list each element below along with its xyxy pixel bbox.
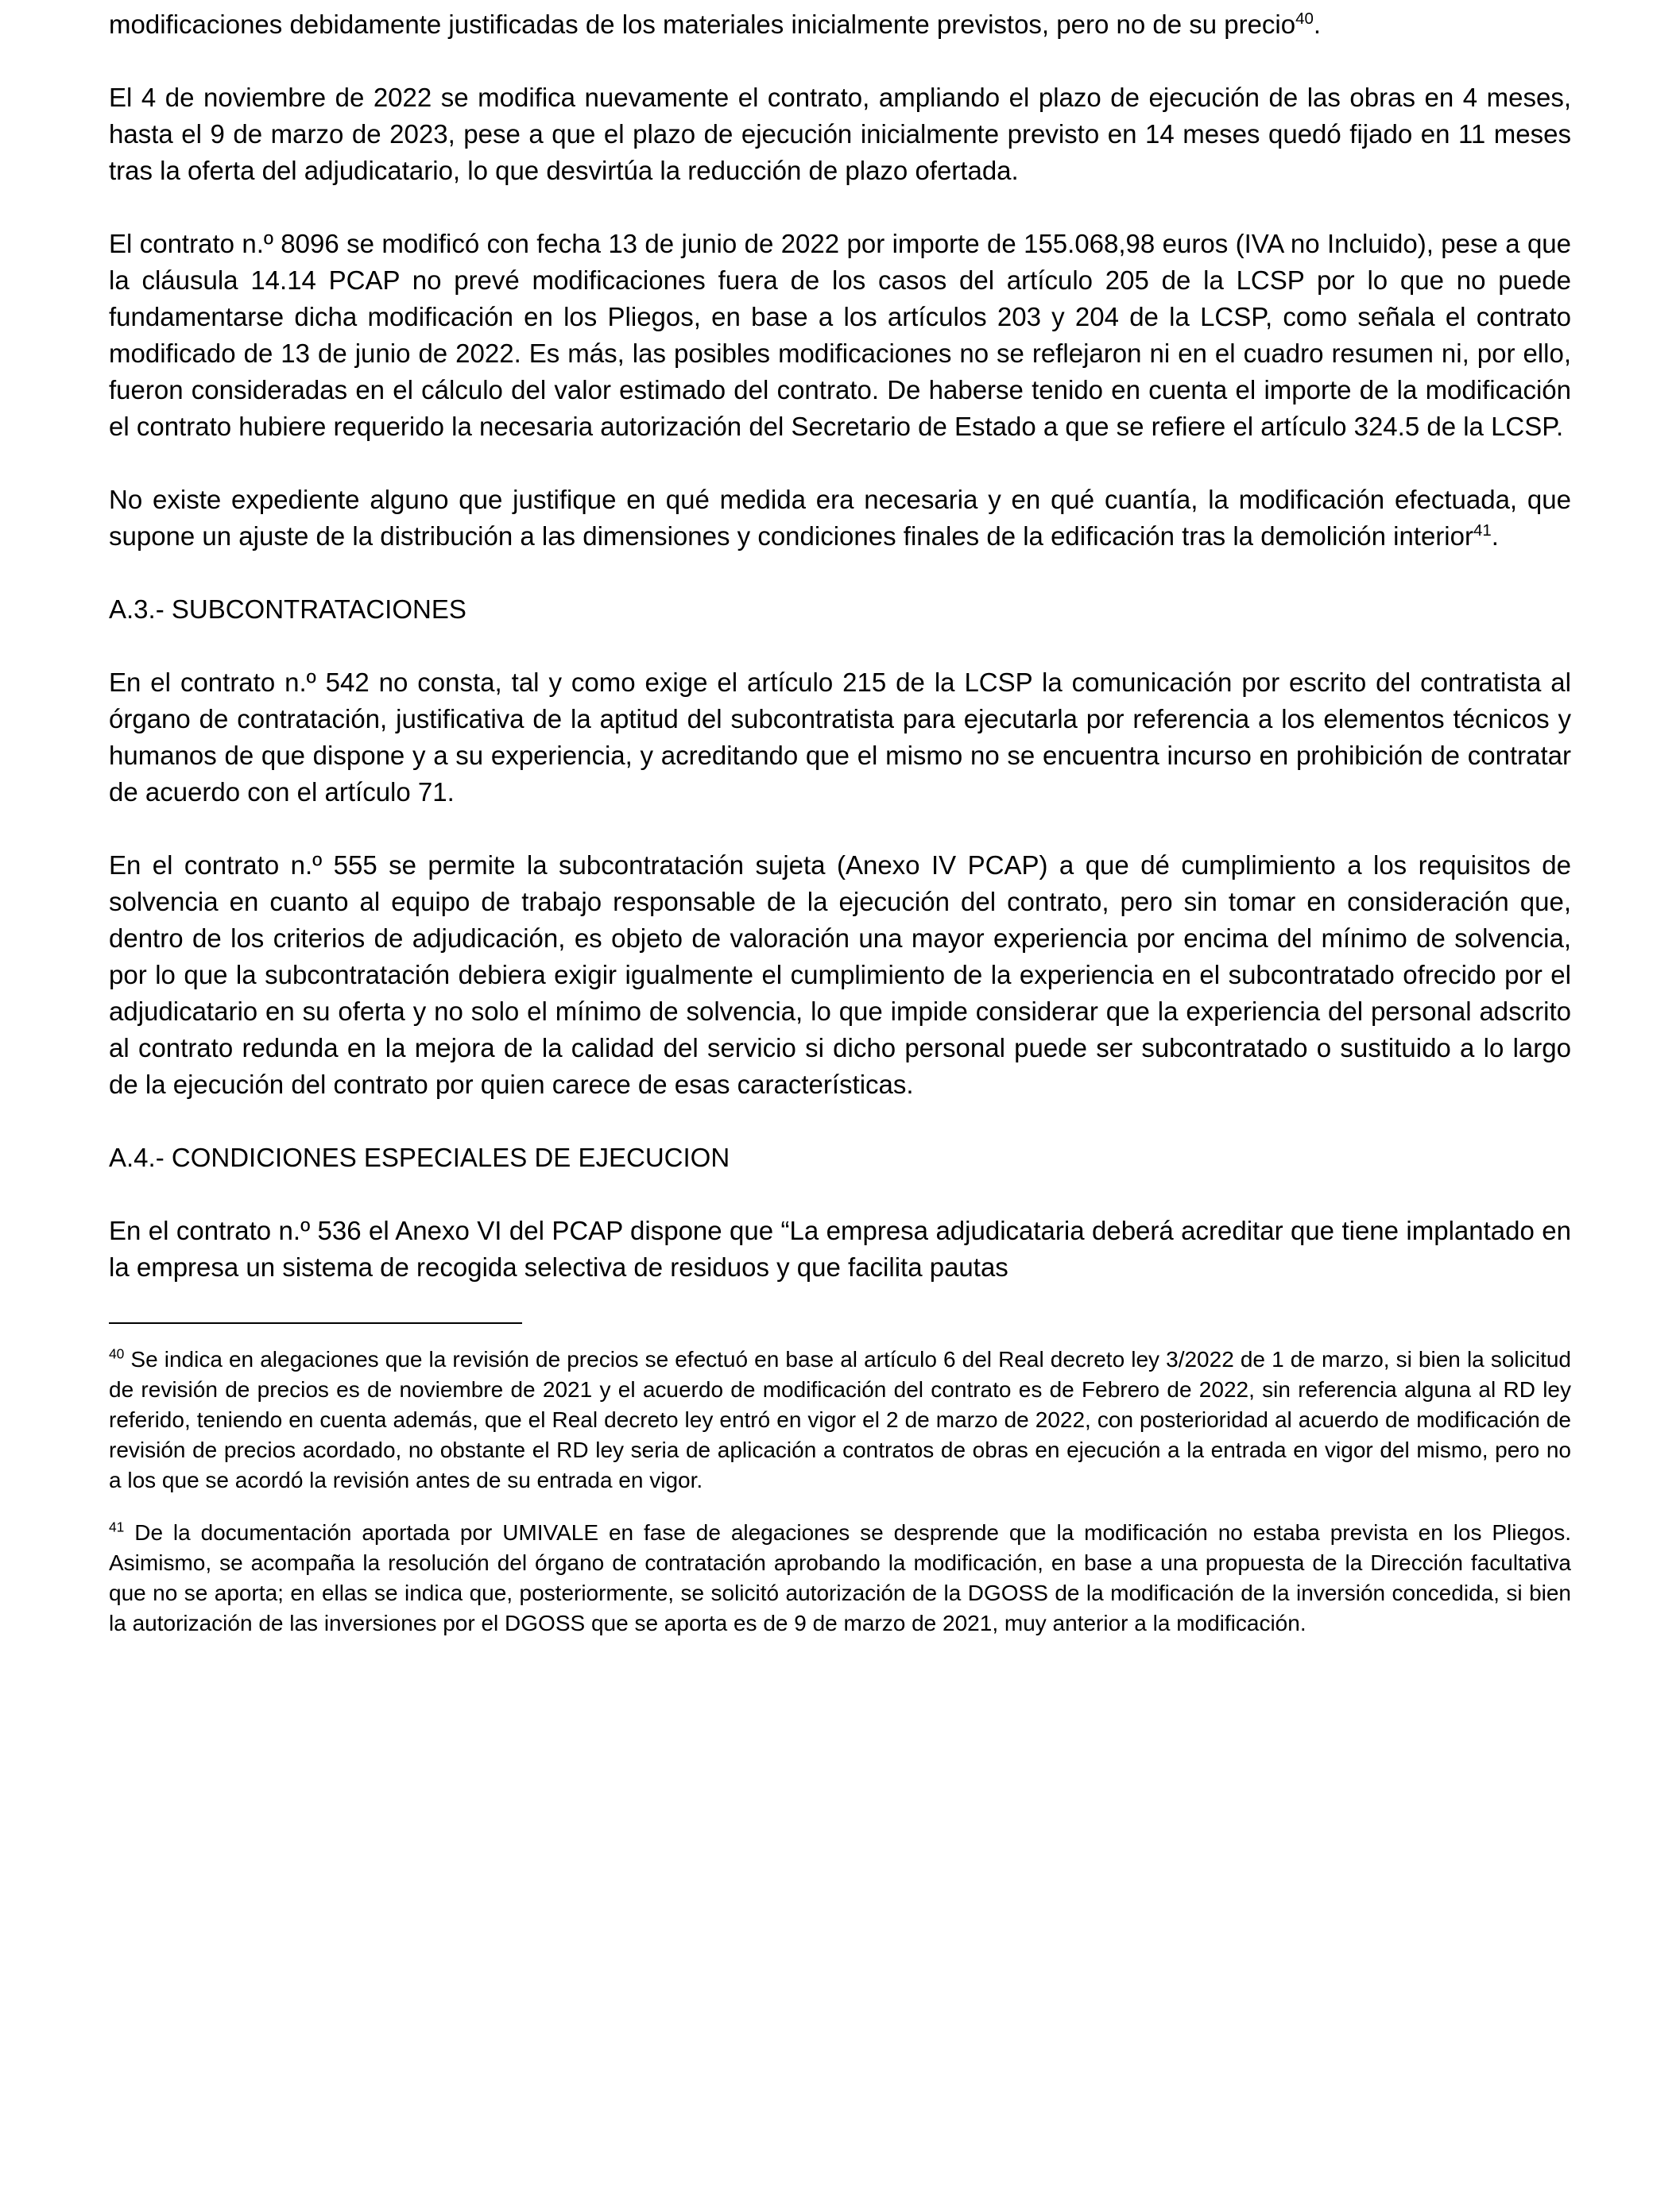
paragraph: El contrato n.º 8096 se modificó con fecha 13 de junio de 2022 por importe de 155.068,98 euros (IVA no Incluido), pese a que la cláusula 14.14 PCAP no prevé modificaciones fuera de los casos del artículo 205 de la LCSP por lo que no puede fundamentarse dicha modificación en los Pliegos, en base a los artículos 203 y 204 de la LCSP, como señala el contrato modificado de 13 de junio de 2022. Es más, las posibles modificaciones no se reflejaron ni en el cuadro resumen ni, por ello, fueron consideradas en el cálculo del valor estimado del contrato. De haberse tenido en cuenta el importe de la modificación el contrato hubiere requerido la necesaria autorización del Secretario de Estado a que se refiere el artículo 324.5 de la LCSP. (109, 229, 1571, 441)
section-heading-a3: A.3.- SUBCONTRATACIONES (109, 594, 466, 624)
footnote-40 (109, 1345, 1571, 1496)
footnotes-section (109, 1322, 1571, 1639)
paragraph-text: No existe expediente alguno que justifique en qué medida era necesaria y en qué cuantía, la modificación efectuada, que supone un ajuste de la distribución a las dimensiones y condiciones finales de la edificación tras la demolición interior (109, 485, 1571, 551)
footnote-ref-40: 40 (1295, 10, 1314, 28)
document-body (109, 6, 1571, 1286)
paragraph-text: . (1491, 521, 1499, 551)
footnote-ref-41: 41 (1473, 521, 1492, 540)
paragraph (109, 6, 1571, 43)
footnote-number: 40 (109, 1345, 125, 1362)
footnote-41 (109, 1518, 1571, 1639)
paragraph: En el contrato n.º 555 se permite la subcontratación sujeta (Anexo IV PCAP) a que dé cumplimiento a los requisitos de solvencia en cuanto al equipo de trabajo responsable de la ejecución del contrato, pero sin tomar en consideración que, dentro de los criterios de adjudicación, es objeto de valoración una mayor experiencia por encima del mínimo de solvencia, por lo que la subcontratación debiera exigir igualmente el cumplimiento de la experiencia en el subcontratado ofrecido por el adjudicatario en su oferta y no solo el mínimo de solvencia, lo que impide considerar que la experiencia del personal adscrito al contrato redunda en la mejora de la calidad del servicio si dicho personal puede ser subcontratado o sustituido a lo largo de la ejecución del contrato por quien carece de esas características. (109, 850, 1571, 1099)
paragraph (109, 482, 1571, 555)
paragraph-text: modificaciones debidamente justificadas de los materiales inicialmente previstos, pero no de su precio (109, 10, 1296, 39)
footnote-number: 41 (109, 1519, 125, 1535)
footnote-separator (109, 1322, 522, 1324)
footnote-text: Se indica en alegaciones que la revisión de precios se efectuó en base al artículo 6 del Real decreto ley 3/2022 de 1 de marzo, si bien la solicitud de revisión de precios es de noviembre de 2021 y el acuerdo de modificación del contrato es de Febrero de 2022, sin referencia alguna al RD ley referido, teniendo en cuenta además, que el Real decreto ley entró en vigor el 2 de marzo de 2022, con posterioridad al acuerdo de modificación de revisión de precios acordado, no obstante el RD ley seria de aplicación a contratos de obras en ejecución a la entrada en vigor del mismo, pero no a los que se acordó la revisión antes de su entrada en vigor. (109, 1347, 1571, 1492)
footnote-text: De la documentación aportada por UMIVALE en fase de alegaciones se desprende que la modificación no estaba prevista en los Pliegos. Asimismo, se acompaña la resolución del órgano de contratación aprobando la modificación, en base a una propuesta de la Dirección facultativa que no se aporta; en ellas se indica que, posteriormente, se solicitó autorización de la DGOSS de la modificación de la inversión concedida, si bien la autorización de las inversiones por el DGOSS que se aporta es de 9 de marzo de 2021, muy anterior a la modificación. (109, 1520, 1571, 1635)
paragraph-text: . (1313, 10, 1322, 39)
paragraph: El 4 de noviembre de 2022 se modifica nuevamente el contrato, ampliando el plazo de ejecución de las obras en 4 meses, hasta el 9 de marzo de 2023, pese a que el plazo de ejecución inicialmente previsto en 14 meses quedó fijado en 11 meses tras la oferta del adjudicatario, lo que desvirtúa la reducción de plazo ofertada. (109, 83, 1571, 185)
paragraph: En el contrato n.º 536 el Anexo VI del PCAP dispone que “La empresa adjudicataria deberá acreditar que tiene implantado en la empresa un sistema de recogida selectiva de residuos y que facilita pautas (109, 1216, 1571, 1282)
paragraph: En el contrato n.º 542 no consta, tal y como exige el artículo 215 de la LCSP la comunicación por escrito del contratista al órgano de contratación, justificativa de la aptitud del subcontratista para ejecutarla por referencia a los elementos técnicos y humanos de que dispone y a su experiencia, y acreditando que el mismo no se encuentra incurso en prohibición de contratar de acuerdo con el artículo 71. (109, 668, 1571, 807)
section-heading-a4: A.4.- CONDICIONES ESPECIALES DE EJECUCION (109, 1143, 730, 1172)
